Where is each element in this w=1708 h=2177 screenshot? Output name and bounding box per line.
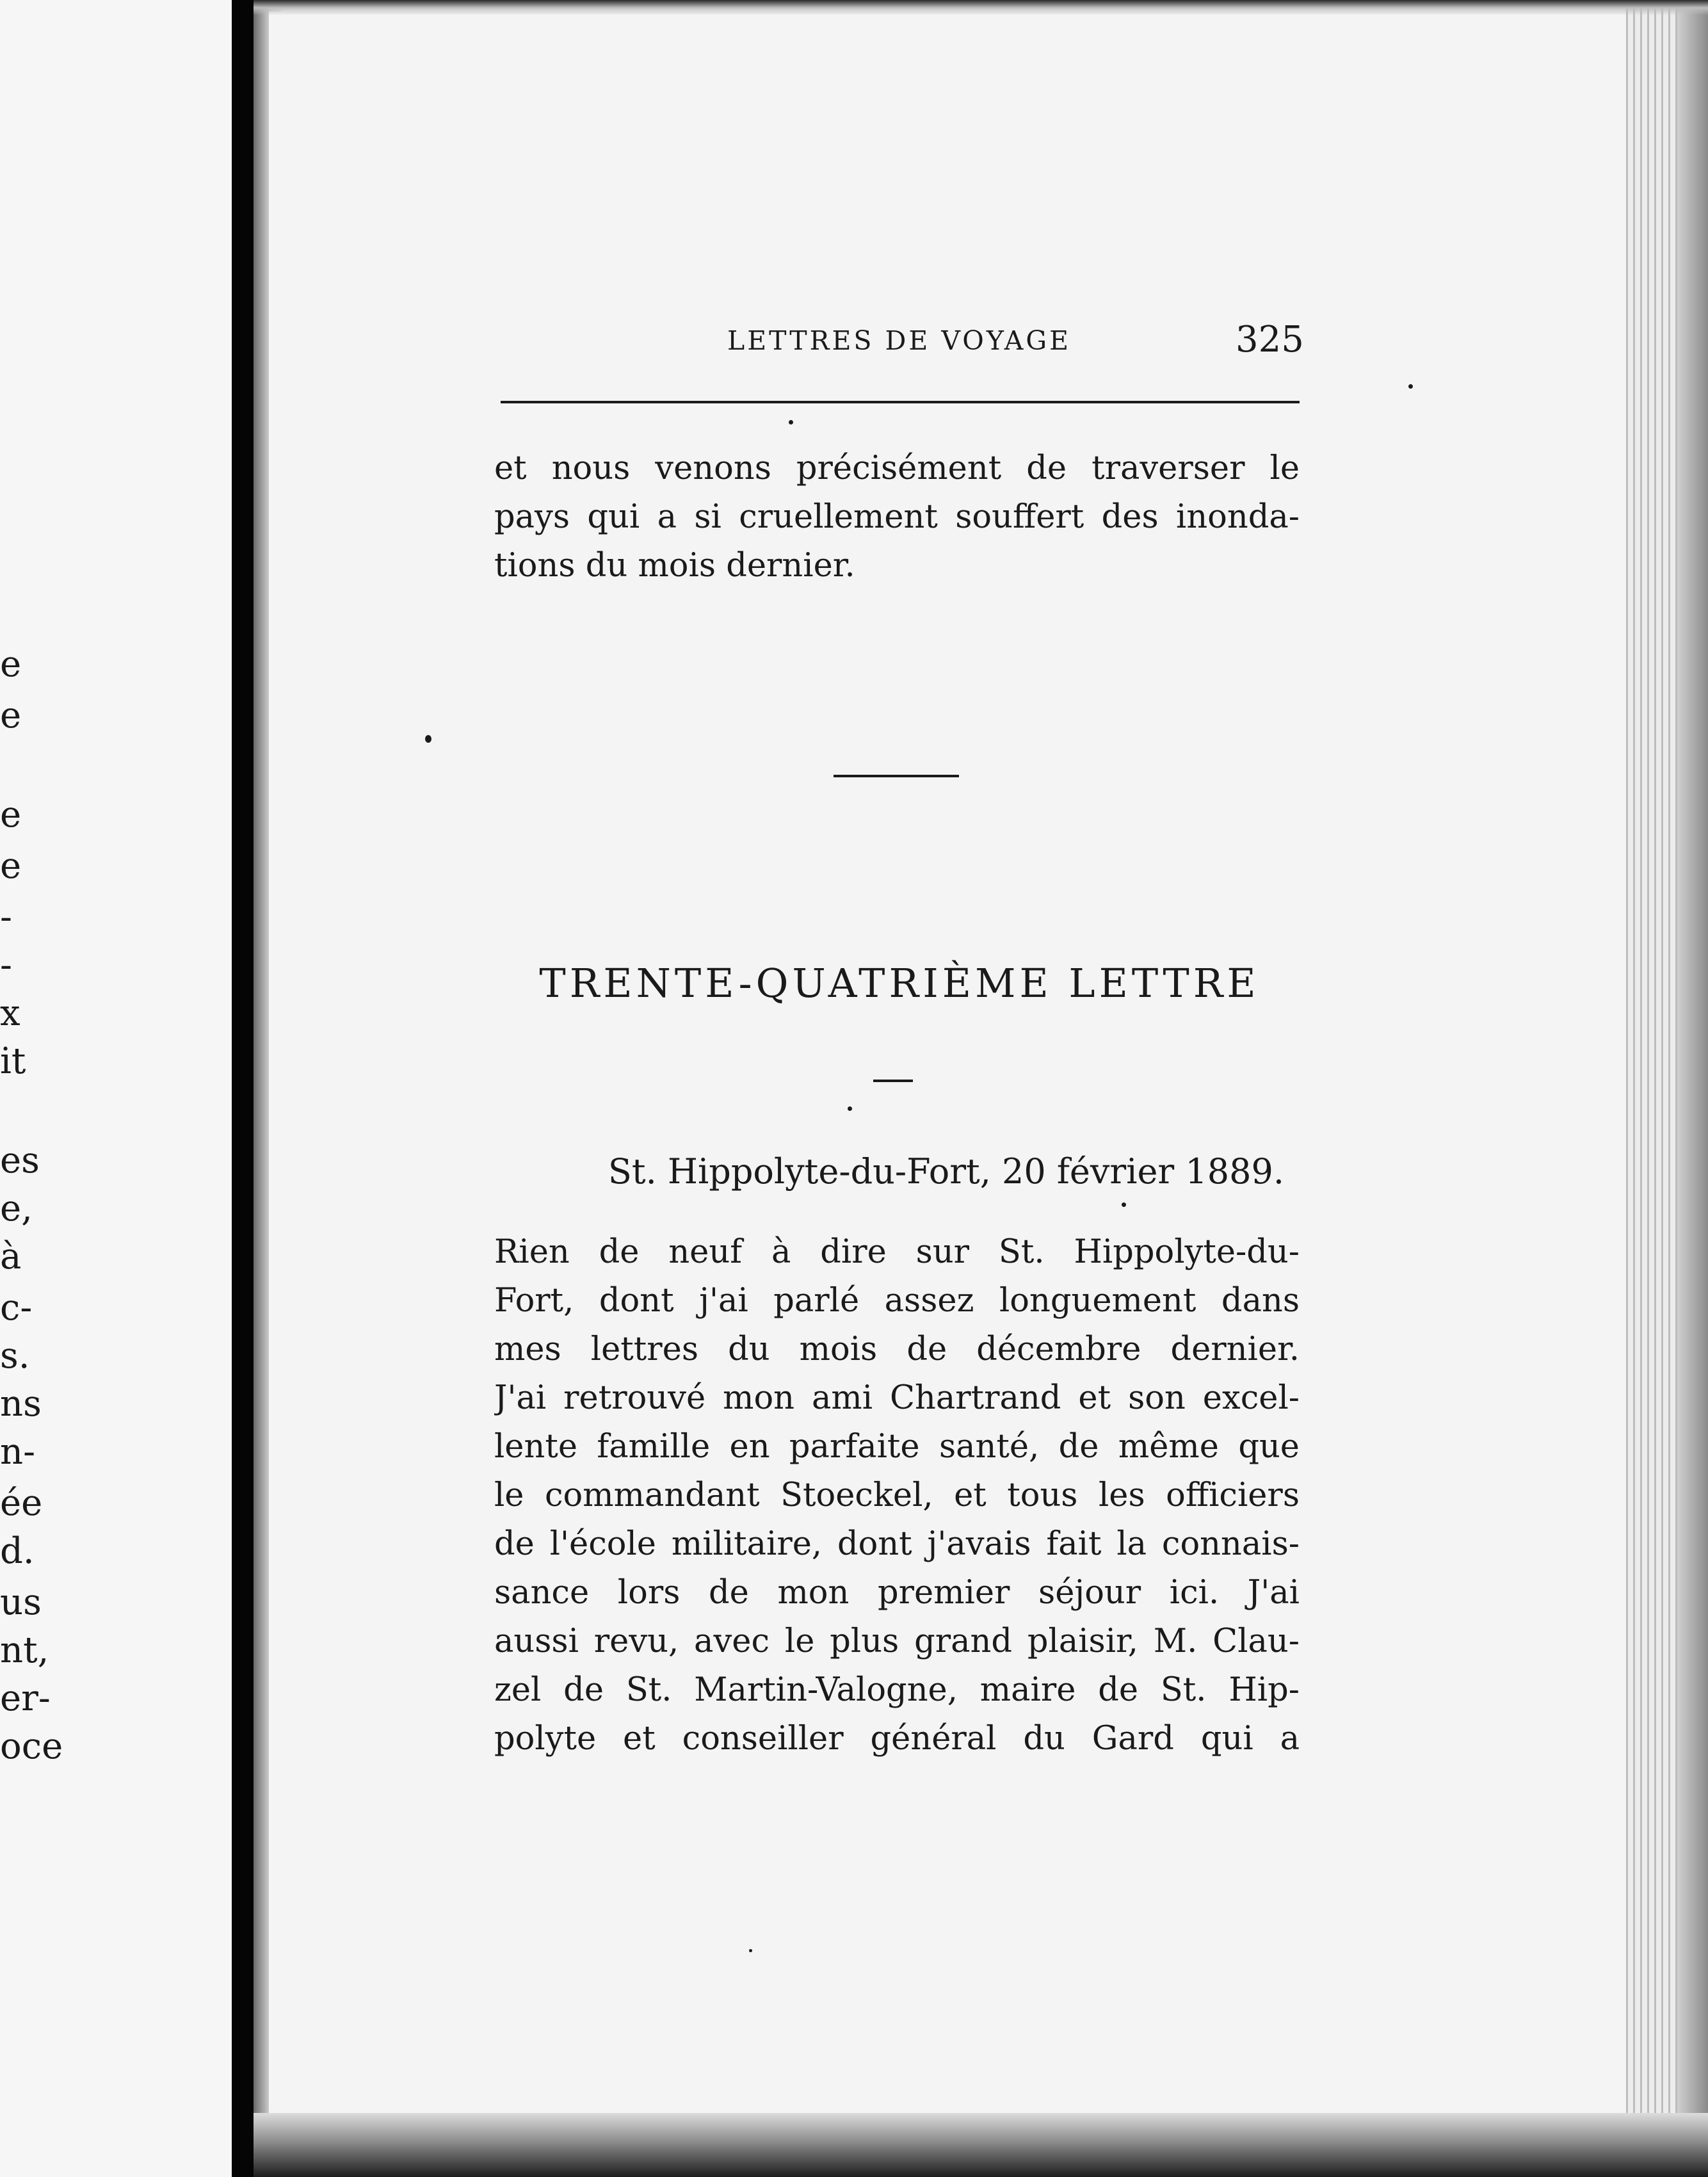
left-page-fragment: oce: [0, 1726, 63, 1767]
body-line: sance lors de mon premier séjour ici. J'ai: [494, 1574, 1300, 1612]
left-page-fragment: x: [0, 992, 20, 1034]
carryover-line: et nous venons précisément de traverser le: [494, 449, 1300, 487]
letter-title: TRENTE-QUATRIÈME LETTRE: [539, 960, 1260, 1007]
page-edge-shadow: [1677, 8, 1708, 2121]
left-page-fragment: n-: [0, 1431, 35, 1473]
page-number: 325: [1236, 319, 1304, 360]
left-page-fragment: it: [0, 1040, 26, 1082]
ink-speck: [1122, 1202, 1126, 1207]
left-page-fragment: e: [0, 643, 22, 685]
ink-speck: [425, 735, 431, 743]
left-page-fragment: e: [0, 794, 22, 836]
binding-gutter: [232, 0, 254, 2177]
left-page-fragment: e: [0, 695, 22, 736]
body-line: J'ai retrouvé mon ami Chartrand et son excel-: [494, 1379, 1300, 1417]
body-line: le commandant Stoeckel, et tous les officiers: [494, 1477, 1300, 1514]
left-page-fragment: ns: [0, 1383, 42, 1425]
ink-speck: [1408, 384, 1413, 389]
body-line: Rien de neuf à dire sur St. Hippolyte-du-: [494, 1233, 1300, 1271]
left-page-fragment: à: [0, 1236, 22, 1277]
running-header: [499, 318, 1304, 375]
section-divider-rule: [834, 775, 959, 777]
top-edge-shadow: [254, 0, 1708, 15]
left-page-fragment: ée: [0, 1482, 43, 1524]
left-page-fragment: -: [0, 896, 12, 938]
header-rule: [501, 401, 1300, 403]
body-line: zel de St. Martin-Valogne, maire de St. Hip-: [494, 1671, 1300, 1709]
body-line: aussi revu, avec le plus grand plaisir, M. Clau-: [494, 1623, 1300, 1660]
running-header-title: LETTRES DE VOYAGE: [727, 325, 1072, 356]
carryover-line: tions du mois dernier.: [494, 547, 855, 585]
dateline: St. Hippolyte-du-Fort, 20 février 1889.: [608, 1151, 1284, 1192]
left-page-fragment: e: [0, 845, 22, 887]
body-line: mes lettres du mois de décembre dernier.: [494, 1331, 1300, 1368]
left-facing-page: [0, 0, 232, 2177]
body-line: de l'école militaire, dont j'avais fait la connais-: [494, 1525, 1300, 1563]
body-line: polyte et conseiller général du Gard qui a: [494, 1720, 1300, 1758]
ink-speck: [789, 420, 793, 425]
left-page-fragment: er-: [0, 1678, 51, 1719]
left-page-fragment: nt,: [0, 1630, 49, 1671]
title-dash: [873, 1080, 913, 1082]
body-line: lente famille en parfaite santé, de même que: [494, 1428, 1300, 1466]
left-page-fragment: c-: [0, 1287, 33, 1329]
left-page-fragment: -: [0, 944, 12, 986]
body-line: Fort, dont j'ai parlé assez longuement dans: [494, 1282, 1300, 1320]
left-page-fragment: s.: [0, 1335, 30, 1377]
ink-speck: [848, 1106, 852, 1111]
left-page-fragment: d.: [0, 1530, 35, 1572]
bottom-edge-shadow: [254, 2113, 1708, 2177]
left-page-fragment: e,: [0, 1188, 33, 1229]
carryover-line: pays qui a si cruellement souffert des inonda-: [494, 498, 1300, 536]
ink-speck: [749, 1949, 752, 1952]
left-page-fragment: us: [0, 1582, 42, 1623]
left-page-fragment: es: [0, 1140, 40, 1181]
